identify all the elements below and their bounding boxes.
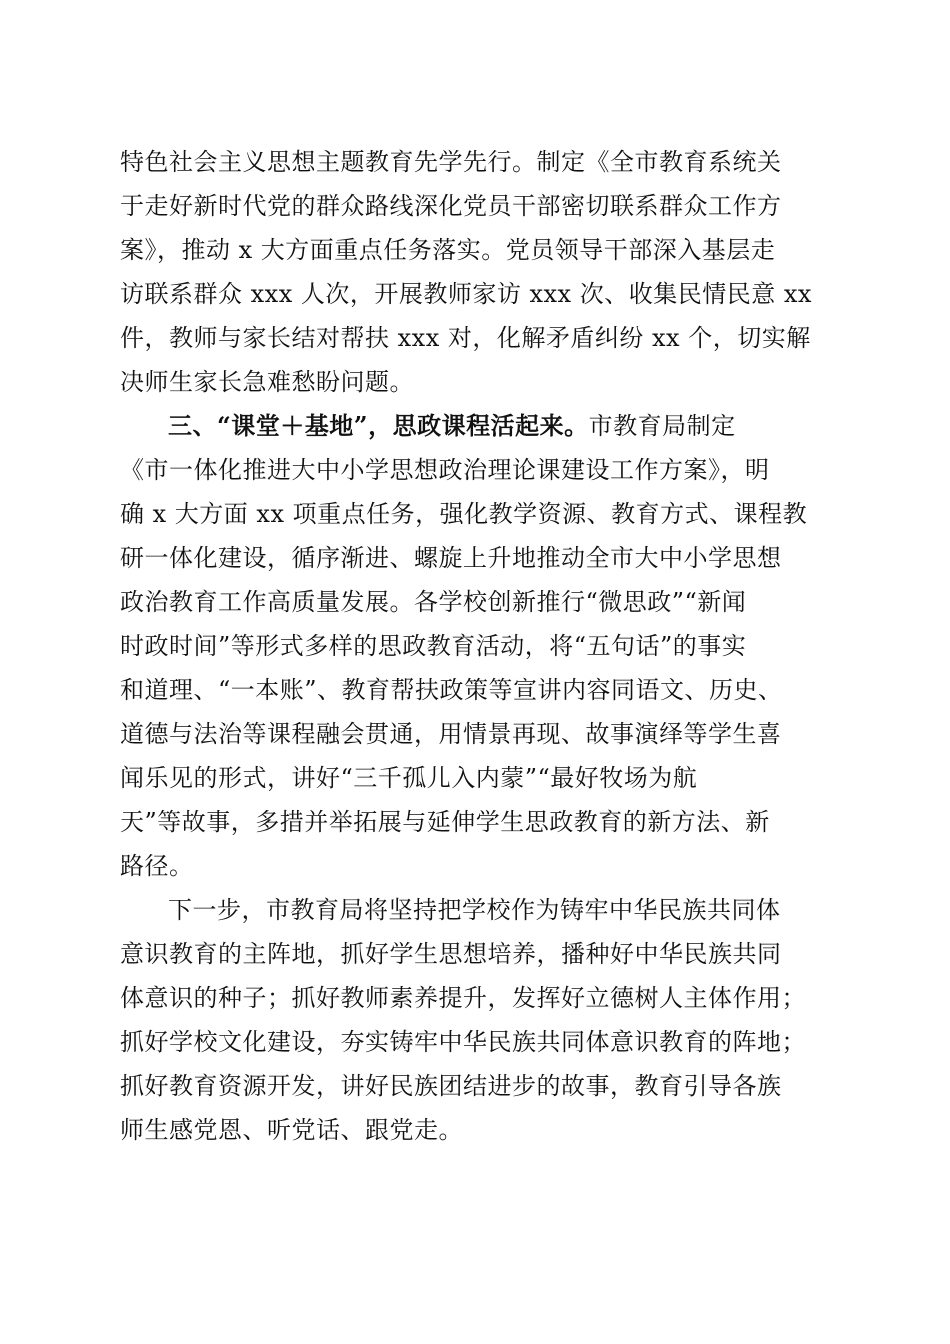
next-step-line-5: 抓好教育资源开发，讲好民族团结进步的故事，教育引导各族 — [120, 1072, 782, 1100]
section3-line-10: 天”等故事，多措并举拓展与延伸学生思政教育的新方法、新 — [120, 808, 770, 836]
next-step-line-1: 下一步，市教育局将坚持把学校作为铸牢中华民族共同体 — [168, 896, 781, 924]
para1-line-4: 访联系群众 xxx 人次，开展教师家访 xxx 次、收集民情民意 xx — [120, 280, 812, 308]
section3-line-11: 路径。 — [120, 852, 194, 880]
section3-line-6: 时政时间”等形式多样的思政教育活动，将“五句话”的事实 — [120, 632, 747, 660]
section3-first-line-rest: 市教育局制定 — [588, 412, 736, 440]
section3-line-2: 《市一体化推进大中小学思想政治理论课建设工作方案》，明 — [120, 456, 770, 484]
section3-line-7: 和道理、“一本账”、教育帮扶政策等宣讲内容同语文、历史、 — [120, 676, 783, 704]
para1-line-1: 特色社会主义思想主题教育先学先行。制定《全市教育系统关 — [120, 148, 782, 176]
next-step-line-3: 体意识的种子；抓好教师素养提升，发挥好立德树人主体作用； — [120, 984, 806, 1012]
next-step-line-2: 意识教育的主阵地，抓好学生思想培养，播种好中华民族共同 — [120, 940, 782, 968]
section3-line-5: 政治教育工作高质量发展。各学校创新推行“微思政”“新闻 — [120, 588, 747, 616]
section3-line-4: 研一体化建设，循序渐进、螺旋上升地推动全市大中小学思想 — [120, 544, 782, 572]
next-step-line-6: 师生感党恩、听党话、跟党走。 — [120, 1116, 463, 1144]
section3-line-3: 确 x 大方面 xx 项重点任务，强化教学资源、教育方式、课程教 — [120, 500, 808, 528]
section3-line-9: 闻乐见的形式，讲好“三千孤儿入内蒙”“最好牧场为航 — [120, 764, 698, 792]
para1-line-3: 案》，推动 x 大方面重点任务落实。党员领导干部深入基层走 — [120, 236, 776, 264]
para1-line-5: 件，教师与家长结对帮扶 xxx 对，化解矛盾纠纷 xx 个，切实解 — [120, 324, 811, 352]
section3-heading: 三、“课堂＋基地”，思政课程活起来。 — [168, 411, 589, 440]
section3-line-8: 道德与法治等课程融会贯通，用情景再现、故事演绎等学生喜 — [120, 720, 782, 748]
para1-line-2: 于走好新时代党的群众路线深化党员干部密切联系群众工作方 — [120, 192, 782, 220]
next-step-line-4: 抓好学校文化建设，夯实铸牢中华民族共同体意识教育的阵地； — [120, 1028, 806, 1056]
section3-first-line — [168, 410, 850, 442]
para1-line-6: 决师生家长急难愁盼问题。 — [120, 368, 414, 396]
